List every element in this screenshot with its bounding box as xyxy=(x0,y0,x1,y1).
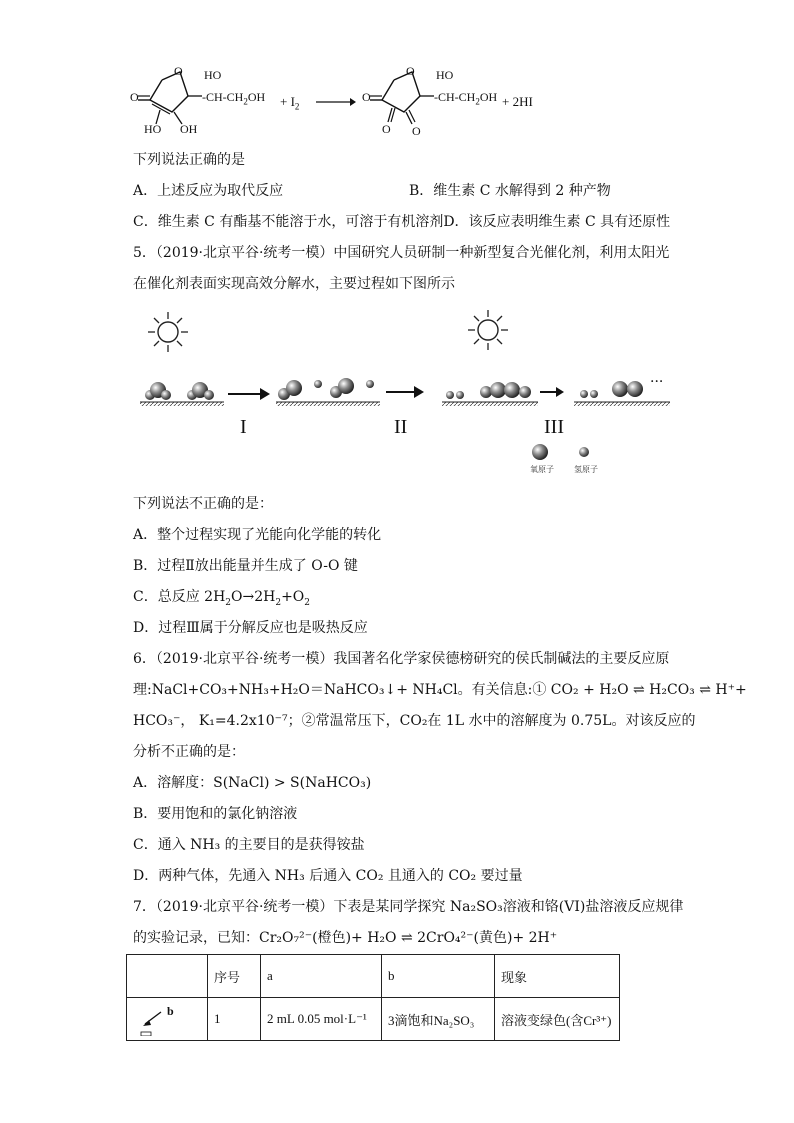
experiment-table xyxy=(126,954,620,1041)
table-cell: 1 xyxy=(208,998,261,1041)
q5-stem: 下列说法不正确的是： xyxy=(133,496,273,512)
sun-icon xyxy=(148,312,188,352)
reaction-arrow xyxy=(316,96,356,108)
table-row xyxy=(127,998,620,1041)
right-ho-top: HO xyxy=(436,68,454,82)
plus-hi: + 2HI xyxy=(502,94,533,109)
table-cell: 3滴饱和Na₂SO₃ xyxy=(382,998,495,1041)
q5-line2: 在催化剂表面实现高效分解水，主要过程如下图所示 xyxy=(133,276,455,292)
reaction-scheme xyxy=(130,58,550,148)
q4-option-cd: C．维生素 C 有酯基不能溶于水，可溶于有机溶剂D．该反应表明维生素 C 具有还原性 xyxy=(133,214,671,230)
right-oxygen-1: O xyxy=(362,90,371,104)
q7-line2: 的实验记录，已知：Cr₂O₇²⁻(橙色)+ H₂O ⇌ 2CrO₄²⁻(黄色)+ 2H⁺ xyxy=(133,930,558,946)
q4-option-a: A．上述反应为取代反应 xyxy=(133,183,284,199)
q6-option-d: D．两种气体，先通入 NH₃ 后通入 CO₂ 且通入的 CO₂ 要过量 xyxy=(133,868,523,884)
right-ring-oxygen: O xyxy=(406,64,415,78)
sun-icon xyxy=(468,310,508,350)
right-chain: $-CH-CH_2OH$ xyxy=(434,90,498,107)
oxygen-atom-legend-icon xyxy=(532,444,548,460)
q6-line3: HCO₃⁻， K₁=4.2x10⁻⁷；②常温常压下，CO₂在 1L 水中的溶解度为 0.75L。对该反应的 xyxy=(133,713,696,729)
q4-option-b: B．维生素 C 水解得到 2 种产物 xyxy=(409,183,611,199)
plus-iodine: + $I_2$ xyxy=(280,94,300,112)
table-cell-b-label: b xyxy=(167,1004,174,1018)
q6-option-b: B．要用饱和的氯化钠溶液 xyxy=(133,806,298,822)
q5-option-d: D．过程Ⅲ属于分解反应也是吸热反应 xyxy=(133,620,368,636)
q7-line1: 7．（2019·北京平谷·统考一模）下表是某同学探究 Na₂SO₃溶液和铬(VI)盐溶液反应规律 xyxy=(133,899,684,915)
table-header-cell: b xyxy=(382,955,495,998)
dropper-arrow-icon xyxy=(139,1006,169,1036)
left-ho1: HO xyxy=(144,122,162,136)
table-cell-apparatus xyxy=(127,998,208,1041)
table-header-cell: a xyxy=(261,955,382,998)
step-label-3: III xyxy=(544,416,564,438)
right-oxygen-3: O xyxy=(412,124,421,138)
table-header-row xyxy=(127,955,620,998)
right-oxygen-2: O xyxy=(382,122,391,136)
table-cell: 溶液变绿色(含Cr³⁺) xyxy=(495,998,620,1041)
carbonyl-oxygen: O xyxy=(130,90,139,104)
table-header-cell: 序号 xyxy=(208,955,261,998)
legend-oxygen-label: 氧原子 xyxy=(530,465,554,474)
table-header-cell: 现象 xyxy=(495,955,620,998)
hydrogen-atom-legend-icon xyxy=(579,447,589,457)
step-label-2: II xyxy=(394,416,408,438)
q5-line1: 5．（2019·北京平谷·统考一模）中国研究人员研制一种新型复合光催化剂，利用太阳光 xyxy=(133,245,670,261)
ring-oxygen: O xyxy=(174,64,183,78)
left-ho-top: HO xyxy=(204,68,222,82)
left-chain: $-CH-CH_2OH$ xyxy=(202,90,266,107)
q4-stem: 下列说法正确的是 xyxy=(133,152,245,168)
q6-line4: 分析不正确的是： xyxy=(133,744,245,760)
photocatalysis-figure xyxy=(136,308,676,478)
q6-line2: 理:NaCl+CO₃+NH₃+H₂O＝NaHCO₃↓+ NH₄Cl。有关信息:① CO₂ + H₂O ⇌ H₂CO₃ ⇌ H⁺+ xyxy=(133,682,747,698)
q6-line1: 6．（2019·北京平谷·统考一模）我国著名化学家侯德榜研究的侯氏制碱法的主要反应原 xyxy=(133,651,670,667)
table-header-cell xyxy=(127,955,208,998)
q6-option-a: A．溶解度：S(NaCl) > S(NaHCO₃) xyxy=(133,775,372,791)
legend-hydrogen-label: 氢原子 xyxy=(574,465,598,474)
q5-option-c: C．总反应 $2H_2O\to 2H_2+O_2$ xyxy=(133,589,311,608)
q5-option-b: B．过程Ⅱ放出能量并生成了 O-O 键 xyxy=(133,558,358,574)
step-label-1: I xyxy=(240,416,247,438)
q6-option-c: C．通入 NH₃ 的主要目的是获得铵盐 xyxy=(133,837,365,853)
photocatalysis-svg xyxy=(136,308,676,478)
left-oh1: OH xyxy=(180,122,198,136)
table-cell: 2 mL 0.05 mol·L⁻¹ xyxy=(261,998,382,1041)
q5-option-a: A．整个过程实现了光能向化学能的转化 xyxy=(133,527,382,543)
ellipsis: ··· xyxy=(650,374,664,390)
